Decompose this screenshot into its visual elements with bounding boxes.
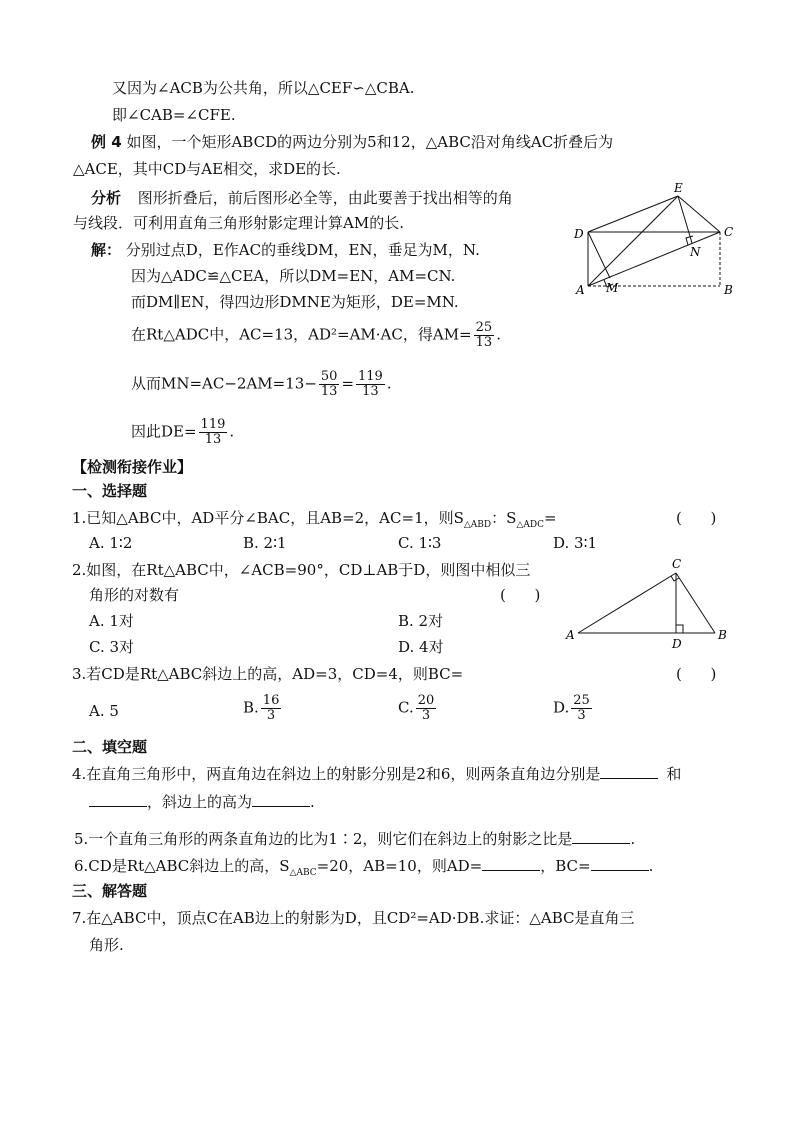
q2-option-c: C. 3对 <box>89 638 135 656</box>
fraction-numerator: 25 <box>573 693 590 708</box>
section-fill-title: 二、填空题 <box>72 738 148 756</box>
q1-option-d: D. 3∶1 <box>553 534 598 552</box>
segment-CB <box>676 573 715 633</box>
q1-option-c: C. 1∶3 <box>398 534 442 552</box>
q1-answer-paren: ( ) <box>676 509 717 527</box>
period: . <box>229 422 235 441</box>
analysis-text: 图形折叠后，前后图形必全等，由此要善于找出相等的角 <box>137 189 513 207</box>
label-N: N <box>690 245 701 259</box>
period: . <box>310 793 315 811</box>
label-A: A <box>576 283 585 297</box>
label-B: B <box>718 628 727 642</box>
segment-AC <box>588 232 720 286</box>
q3-option-c <box>398 694 438 723</box>
segment-EN <box>678 196 692 243</box>
q6-blank-2[interactable] <box>591 856 649 871</box>
q4-and: 和 <box>666 765 682 783</box>
solution-text: 分别过点D，E作AC的垂线DM，EN，垂足为M，N. <box>125 241 480 259</box>
prev-line-2: 即∠CAB=∠CFE. <box>112 106 236 124</box>
question-1 <box>72 508 557 535</box>
solution-line-6 <box>131 418 234 447</box>
q2-option-d: D. 4对 <box>398 638 444 656</box>
example-text: 如图，一个矩形ABCD的两边分别为5和12，△ABC沿对角线AC折叠后为 <box>126 133 614 151</box>
fraction <box>319 370 340 399</box>
question-7-line-1: 7.在△ABC中，顶点C在AB边上的射影为D，且CD²=AD·DB.求证：△ABC是直角三 <box>72 909 635 927</box>
fraction-numerator: 119 <box>200 417 226 432</box>
q4-blank-1[interactable] <box>600 764 658 779</box>
solution-line-2: 因为△ADC≌△CEA，所以DM=EN，AM=CN. <box>131 267 456 285</box>
q6-blank-1[interactable] <box>482 856 540 871</box>
fraction-numerator: 16 <box>262 693 280 708</box>
question-4-line-2 <box>89 792 315 812</box>
solution-line-6-text: 因此DE= <box>131 422 197 441</box>
fraction-denominator: 13 <box>320 384 338 399</box>
label-D: D <box>672 637 682 651</box>
solution-line-4 <box>131 321 501 350</box>
analysis-line-1 <box>91 188 513 208</box>
q2-answer-paren: ( ) <box>500 586 541 604</box>
q3-answer-paren: ( ) <box>676 665 717 683</box>
q2-line-2: 角形的对数有 <box>89 586 180 604</box>
q1-colon: ：S <box>491 509 517 527</box>
solution-label: 解： <box>91 241 122 259</box>
option-label: D. <box>553 698 570 717</box>
equals-sign: = <box>341 374 355 393</box>
fraction-denominator: 13 <box>475 335 493 350</box>
fraction-numerator: 50 <box>320 369 338 384</box>
q6-subscript: △ABC <box>289 868 317 878</box>
right-angle-mark-C <box>671 576 679 581</box>
label-C: C <box>672 557 682 571</box>
fraction <box>261 694 282 723</box>
right-triangle-figure <box>560 555 740 655</box>
fraction-denominator: 3 <box>577 708 586 723</box>
label-D: D <box>574 227 584 241</box>
prev-line-1: 又因为∠ACB为公共角，所以△CEF∽△CBA. <box>112 79 415 97</box>
solution-line-4-text: 在Rt△ADC中，AC=13，AD²=AM·AC，得AM= <box>131 325 472 344</box>
q1-option-b: B. 2∶1 <box>243 534 287 552</box>
fraction-numerator: 25 <box>475 320 493 335</box>
q5-text: 5.一个直角三角形的两条直角边的比为1∶2，则它们在斜边上的射影之比是 <box>74 830 573 848</box>
segment-DM <box>588 232 610 278</box>
question-6 <box>74 856 653 883</box>
period: . <box>630 830 636 848</box>
segment-AC <box>578 573 676 633</box>
q6-text-2: =20，AB=10，则AD= <box>316 857 483 875</box>
solution-line-5-text: 从而MN=AC−2AM=13− <box>131 374 317 393</box>
solution-line-1 <box>91 240 480 260</box>
question-7-line-2: 角形. <box>89 936 124 954</box>
fraction-numerator: 20 <box>417 693 435 708</box>
question-5 <box>74 829 635 849</box>
analysis-line-2: 与线段．可利用直角三角形射影定理计算AM的长. <box>73 214 404 232</box>
period: . <box>496 325 501 344</box>
fraction-denominator: 3 <box>266 708 276 723</box>
section-choice-title: 一、选择题 <box>72 482 148 500</box>
label-A: A <box>566 628 575 642</box>
q4-blank-3[interactable] <box>252 792 310 807</box>
period: . <box>386 374 392 393</box>
fraction <box>474 321 495 350</box>
example-4-line-1 <box>91 132 613 152</box>
q6-text-3: ，BC= <box>540 857 591 875</box>
option-label: B. <box>243 698 259 717</box>
label-B: B <box>724 283 733 297</box>
fraction <box>199 418 228 447</box>
q1-subscript-1: △ABD <box>463 520 492 530</box>
q5-blank[interactable] <box>572 829 630 844</box>
q4-blank-2[interactable] <box>89 792 147 807</box>
q4-text: 4.在直角三角形中，两直角边在斜边上的射影分别是2和6，则两条直角边分别是 <box>72 765 601 783</box>
example-4-line-2: △ACE，其中CD与AE相交，求DE的长. <box>73 160 341 178</box>
example-label: 例 4 <box>91 133 122 151</box>
analysis-label: 分析 <box>91 189 122 207</box>
segment-AE <box>588 196 678 286</box>
section-answer-title: 三、解答题 <box>72 882 148 900</box>
q1-text: 1.已知△ABC中，AD平分∠BAC，且AB=2，AC=1，则S <box>72 509 464 527</box>
option-label: C. <box>398 698 414 717</box>
fraction-numerator: 119 <box>358 369 383 384</box>
q2-line-1: 2.如图，在Rt△ABC中，∠ACB=90°，CD⊥AB于D，则图中相似三 <box>72 561 531 579</box>
q6-text-1: 6.CD是Rt△ABC斜边上的高，S <box>74 857 290 875</box>
segment-DE <box>588 196 678 232</box>
question-4-line-1 <box>72 764 681 784</box>
fraction-denominator: 13 <box>204 432 222 447</box>
fraction <box>356 370 385 399</box>
q2-option-a: A. 1对 <box>89 612 134 630</box>
q3-option-b <box>243 694 283 723</box>
q1-equals: = <box>543 509 557 527</box>
right-angle-mark-D <box>676 625 683 633</box>
question-3: 3.若CD是Rt△ABC斜边上的高，AD=3，CD=4，则BC= <box>72 665 464 683</box>
q1-subscript-2: △ADC <box>516 520 544 530</box>
label-C: C <box>724 225 734 239</box>
solution-line-5 <box>131 370 392 399</box>
folded-rectangle-figure <box>570 180 740 300</box>
solution-line-3: 而DM∥EN，得四边形DMNE为矩形，DE=MN. <box>131 293 459 311</box>
q3-option-a: A. 5 <box>89 702 119 720</box>
period: . <box>648 857 654 875</box>
fraction <box>571 694 592 723</box>
q2-option-b: B. 2对 <box>398 612 444 630</box>
segment-EC <box>678 196 720 232</box>
q3-option-d <box>553 694 594 723</box>
label-E: E <box>674 181 683 195</box>
label-M: M <box>606 281 619 295</box>
homework-title: 【检测衔接作业】 <box>72 458 193 476</box>
fraction-denominator: 13 <box>362 384 379 399</box>
fraction-denominator: 3 <box>421 708 431 723</box>
fraction <box>416 694 437 723</box>
q1-option-a: A. 1∶2 <box>89 534 133 552</box>
q4-text-mid: ，斜边上的高为 <box>147 793 253 811</box>
